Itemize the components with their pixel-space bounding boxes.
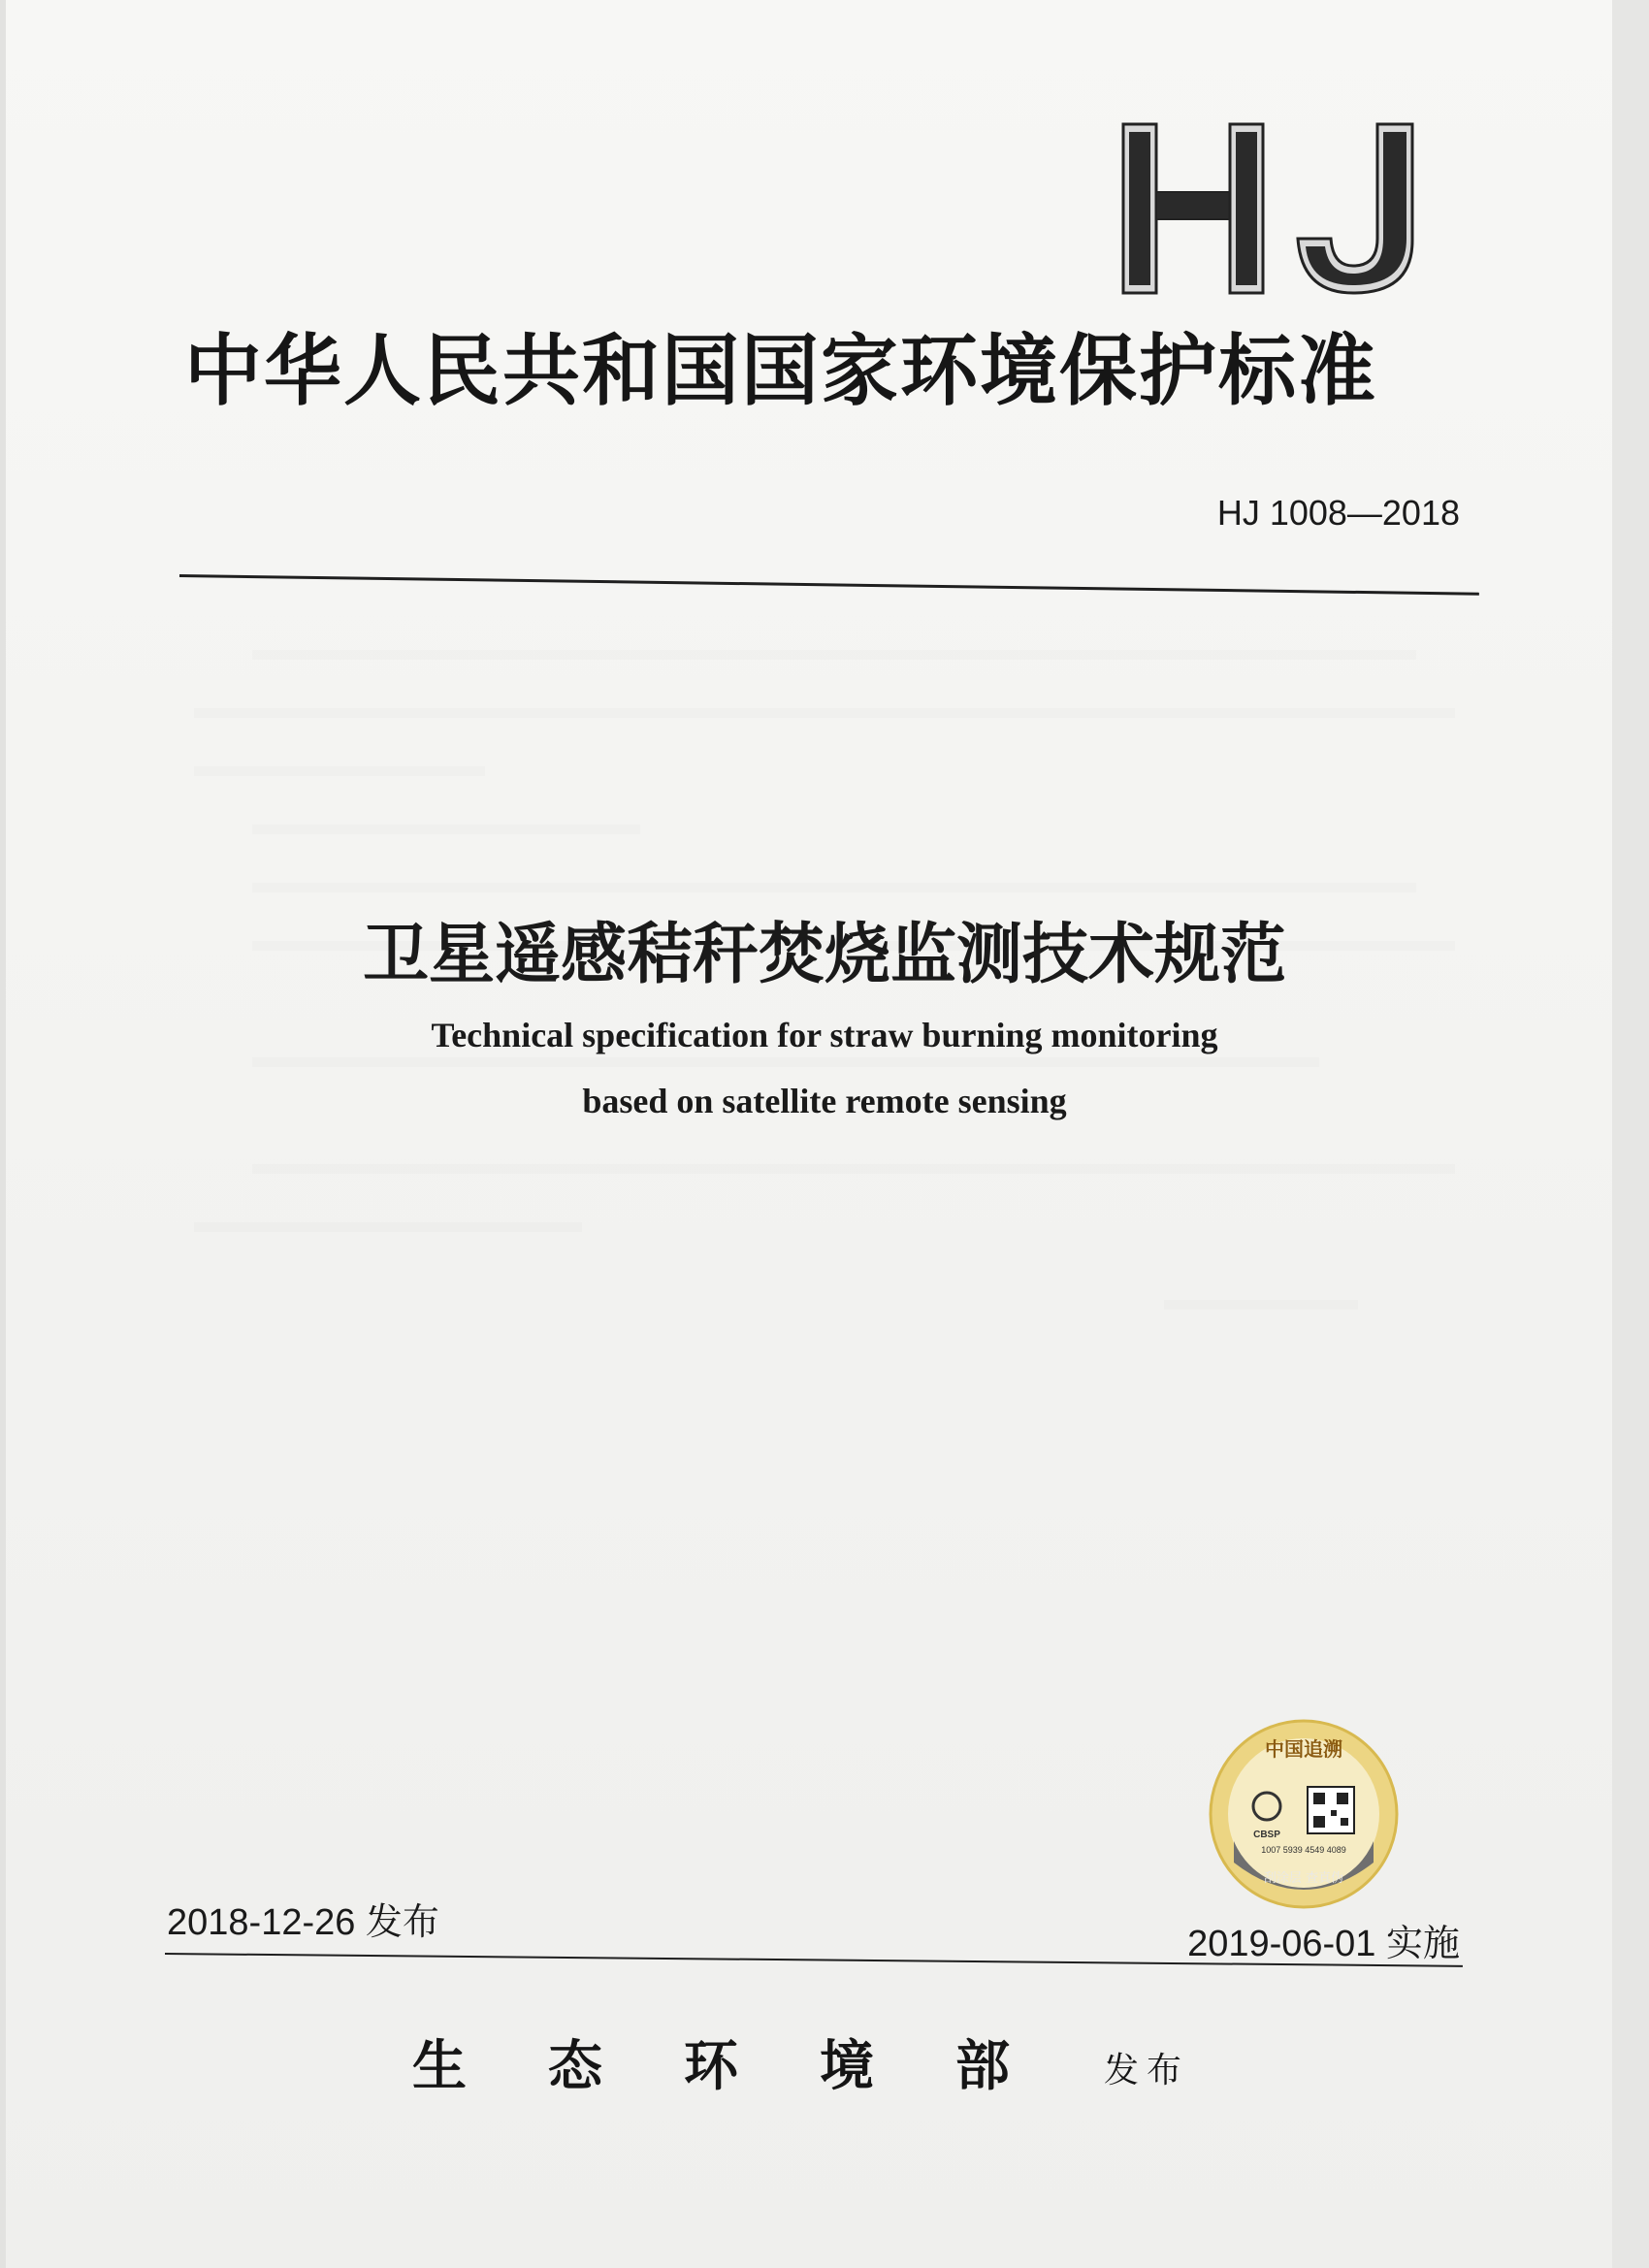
header-divider (179, 574, 1479, 596)
anti-counterfeit-seal (1207, 1717, 1401, 1911)
scan-edge-left (0, 0, 6, 2268)
standard-code: HJ 1008—2018 (1216, 493, 1460, 533)
document-title-cn: 卫星遥感秸秆焚烧监测技术规范 (362, 917, 1286, 993)
document-title-en-line1: Technical specification for straw burning monitoring (431, 1016, 1218, 1054)
implementation-date: 2019-06-01 实施 (1187, 1924, 1460, 1964)
document-title-en-line2: based on satellite remote sensing (582, 1082, 1067, 1120)
seal-hint: 刮涂层 查真伪 (1263, 1871, 1344, 1886)
standard-body-title: 中华人民共和国国家环境保护标准 (184, 326, 1377, 416)
hj-logo-mark (1116, 114, 1445, 299)
logo-letter-h (1123, 124, 1263, 293)
seal-serial: 1007 5939 4549 4089 (1261, 1845, 1346, 1855)
logo-letter-j (1298, 124, 1412, 293)
issue-date: 2018-12-26 发布 (167, 1902, 439, 1943)
seal-top-text: 中国追溯 (1265, 1737, 1342, 1761)
scan-edge-right (1612, 0, 1649, 2268)
publisher-name: 生态环境部 (412, 2034, 1091, 2098)
hj-logo (1116, 114, 1445, 299)
seal-cbsp-label: CBSP (1253, 1830, 1280, 1840)
publisher-suffix: 发布 (1104, 2051, 1190, 2090)
